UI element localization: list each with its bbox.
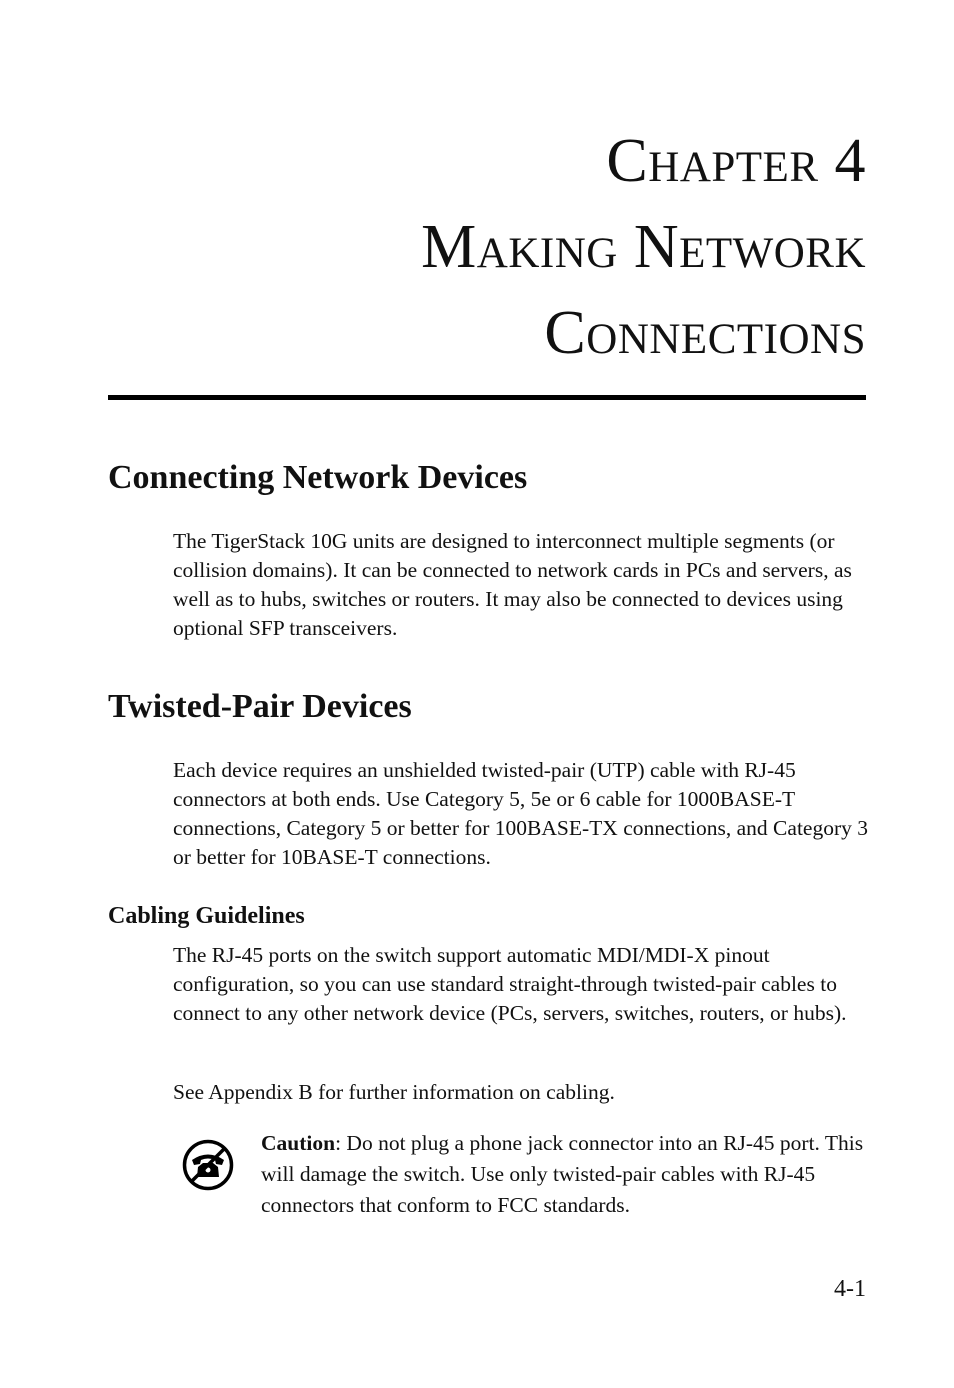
subsection-heading-cabling: Cabling Guidelines: [108, 903, 305, 929]
caution-label: Caution: [261, 1131, 336, 1155]
section-heading-twisted-pair: Twisted-Pair Devices: [108, 688, 412, 725]
connecting-paragraph: The TigerStack 10G units are designed to interconnect multiple segments (or collision domains). It can be connected to network cards in PCs and servers, as well as to hubs, switches or routers. It may also be connected to devices using optional SFP transceivers.: [173, 529, 852, 640]
twisted-pair-paragraph: Each device requires an unshielded twisted-pair (UTP) cable with RJ-45 connectors at both ends. Use Category 5, 5e or 6 cable for 1000BASE-T connections, Category 5 or better for 100BASE-TX connections, and Category 3 or better for 10BASE-T connections.: [173, 758, 868, 869]
no-phone-icon: [181, 1138, 235, 1192]
see-appendix-note: See Appendix B for further information on cabling.: [173, 1080, 615, 1104]
section-heading-connecting: Connecting Network Devices: [108, 459, 528, 496]
chapter-title-line-1: Making Network: [421, 213, 866, 281]
chapter-number: Chapter 4: [606, 127, 866, 195]
caution-note: [261, 1128, 871, 1221]
cabling-paragraph: The RJ-45 ports on the switch support automatic MDI/MDI-X pinout configuration, so you can use standard straight-through twisted-pair cables to connect to any other network device (PCs, servers, switches, routers, or hubs).: [173, 943, 847, 1025]
chapter-title: [421, 118, 866, 376]
chapter-divider: [108, 395, 866, 400]
page-number: 4-1: [834, 1276, 866, 1302]
caution-text: : Do not plug a phone jack connector into an RJ-45 port. This will damage the switch. Use only twisted-pair cables with RJ-45 connectors that conform to FCC standards.: [261, 1131, 864, 1217]
chapter-title-line-2: Connections: [544, 299, 866, 367]
